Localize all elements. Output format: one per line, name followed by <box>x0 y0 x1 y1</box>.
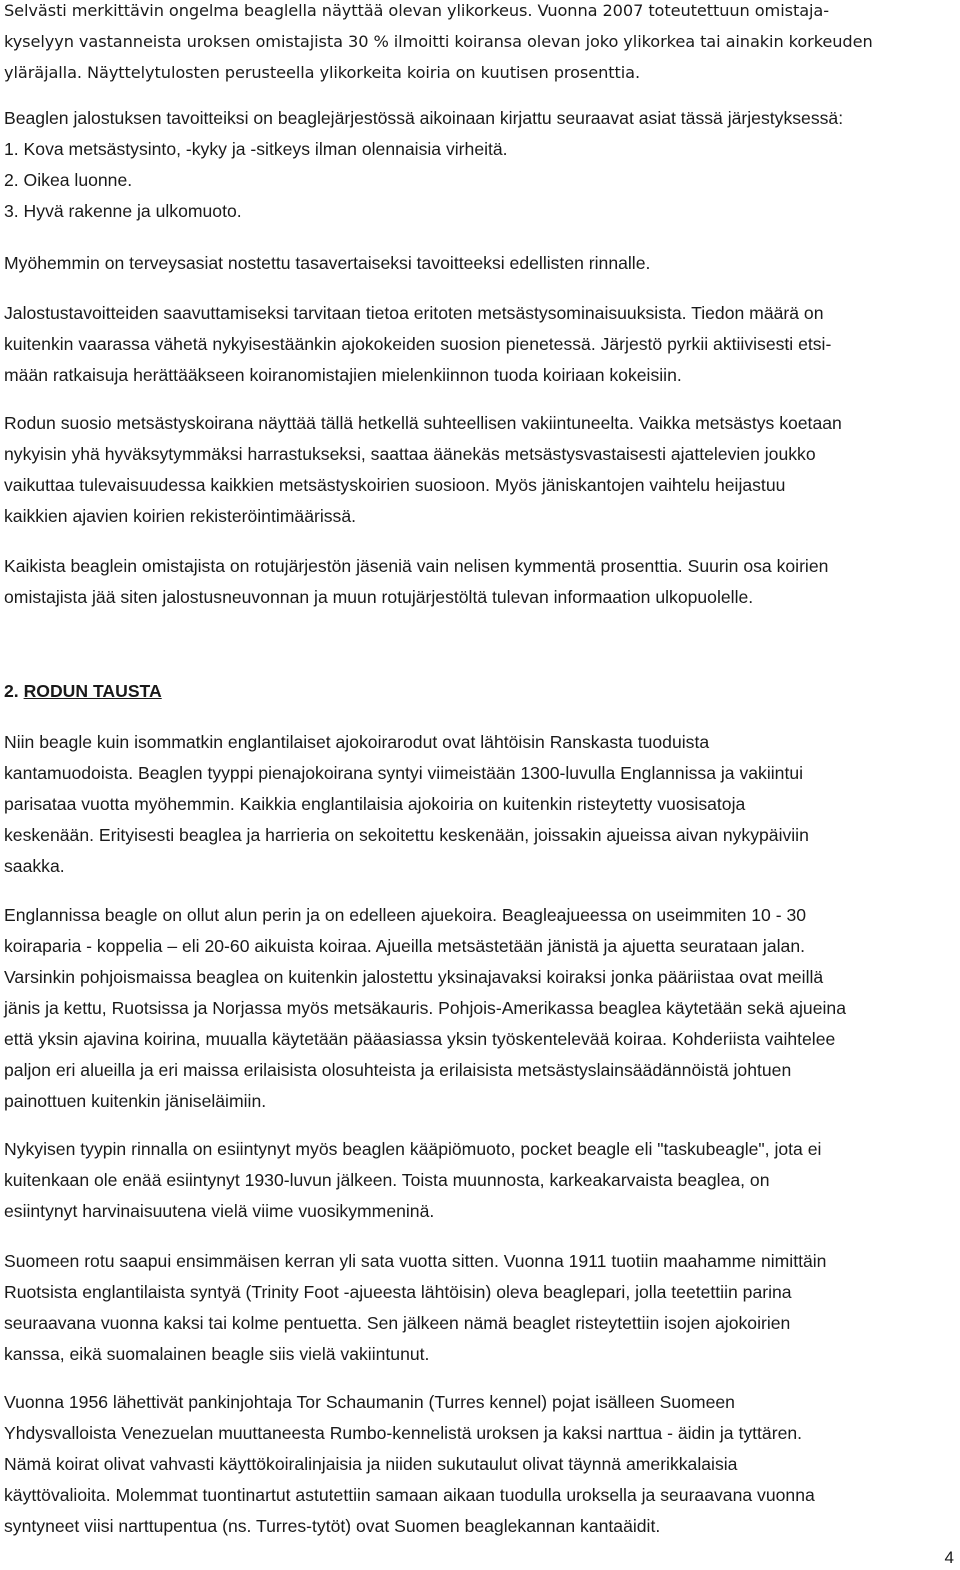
info-paragraph <box>4 298 956 391</box>
text-line: Kaikista beaglein omistajista on rotujärjestön jäseniä vain nelisen kymmentä prosenttia. Suurin osa koirien <box>4 556 829 576</box>
text-line: Vuonna 1956 lähettivät pankinjohtaja Tor Schaumanin (Turres kennel) pojat isälleen Suomeen <box>4 1392 735 1412</box>
text-line: kaikkien ajavien koirien rekisteröintimäärissä. <box>4 506 357 526</box>
text-line: Suomeen rotu saapui ensimmäisen kerran yli sata vuotta sitten. Vuonna 1911 tuotiin maahamme nimittäin <box>4 1251 827 1271</box>
goals-intro: Beaglen jalostuksen tavoitteiksi on beaglejärjestössä aikoinaan kirjattu seuraavat asiat tässä järjestyksessä: <box>4 108 844 128</box>
text-line: parisataa vuotta myöhemmin. Kaikkia englantilaisia ajokoiria on kuitenkin risteytetty vuosisatoja <box>4 794 746 814</box>
text-line: Nykyisen tyypin rinnalla on esiintynyt myös beaglen kääpiömuoto, pocket beagle eli "taskubeagle", jota ei <box>4 1139 822 1159</box>
popularity-paragraph <box>4 408 956 532</box>
text-line: Ruotsista englantilaista syntyä (Trinity Foot -ajueesta lähtöisin) oleva beaglepari, jolla teetettiin parina <box>4 1282 792 1302</box>
text-line: paljon eri alueilla ja eri maissa erilaisista olosuhteista ja erilaisista metsästyslainsäädännöistä johtuen <box>4 1060 792 1080</box>
section-number: 2. <box>4 681 19 701</box>
text-line: Englannissa beagle on ollut alun perin ja on edelleen ajuekoira. Beagleajueessa on useimmiten 10 - 30 <box>4 905 807 925</box>
text-line: seuraavana vuonna kaksi tai kolme pentuetta. Sen jälkeen nämä beaglet risteytettiin isojen ajokoirien <box>4 1313 791 1333</box>
intro-paragraph <box>4 0 956 88</box>
health-paragraph <box>4 248 956 279</box>
text-line: Yhdysvalloista Venezuelan muuttaneesta Rumbo-kennelistä uroksen ja kaksi narttua - äidin ja tyttären. <box>4 1423 803 1443</box>
text-line: yläräjalla. Näyttelytulosten perusteella ylikorkeita koiria on kuutisen prosenttia. <box>4 63 641 82</box>
text-line: kantamuodoista. Beaglen tyyppi pienajokoirana syntyi viimeistään 1300-luvulla Englannissa ja vakiintui <box>4 763 804 783</box>
text-line: mään ratkaisuja herättääkseen koiranomistajien mielenkiinnon tuoda koiriaan kokeisiin. <box>4 365 682 385</box>
text-line: painottuen kuitenkin jäniseläimiin. <box>4 1091 267 1111</box>
members-paragraph <box>4 551 956 613</box>
text-line: saakka. <box>4 856 65 876</box>
text-line: Jalostustavoitteiden saavuttamiseksi tarvitaan tietoa eritoten metsästysominaisuuksista. Tiedon määrä on <box>4 303 824 323</box>
pocket-beagle-paragraph <box>4 1134 956 1227</box>
finland-paragraph <box>4 1246 956 1370</box>
text-line: Niin beagle kuin isommatkin englantilaiset ajokoirarodut ovat lähtöisin Ranskasta tuoduista <box>4 732 710 752</box>
text-line: että yksin ajavina koirina, muualla käytetään pääasiassa yksin työskentelevää koiraa. Kohderiista vaihtelee <box>4 1029 836 1049</box>
goal-item: 2. Oikea luonne. <box>4 170 133 190</box>
text-line: käyttövalioita. Molemmat tuontinartut astutettiin samaan aikaan tuodulla uroksella ja seuraavana vuonna <box>4 1485 815 1505</box>
text-line: kyselyyn vastanneista uroksen omistajista 30 % ilmoitti koiransa olevan joko ylikorkea tai ainakin korkeuden <box>4 32 873 51</box>
text-line: syntyneet viisi narttupentua (ns. Turres-tytöt) ovat Suomen beaglekannan kantaäidit. <box>4 1516 661 1536</box>
goal-item: 3. Hyvä rakenne ja ulkomuoto. <box>4 201 242 221</box>
text-line: jänis ja kettu, Ruotsissa ja Norjassa myös metsäkauris. Pohjois-Amerikassa beaglea käytetään sekä ajueina <box>4 998 846 1018</box>
text-line: keskenään. Erityisesti beaglea ja harrieria on sekoitettu keskenään, joissakin ajueissa aivan nykypäiviin <box>4 825 809 845</box>
text-line: omistajista jää siten jalostusneuvonnan ja muun rotujärjestöltä tulevan informaation ulkopuolelle. <box>4 587 754 607</box>
text-line: nykyisin yhä hyväksytymmäksi harrastukseksi, saattaa äänekäs metsästysvastaisesti ajattelevien joukko <box>4 444 816 464</box>
text-line: kuitenkin vaarassa vähetä nykyisestäänkin ajokokeiden suosion pienetessä. Järjestö pyrkii aktiivisesti etsi- <box>4 334 832 354</box>
origin-paragraph <box>4 727 956 882</box>
text-line: Rodun suosio metsästyskoirana näyttää tällä hetkellä suhteellisen vakiintuneelta. Vaikka metsästys koetaan <box>4 413 842 433</box>
text-line: vaikuttaa tulevaisuudessa kaikkien metsästyskoirien suosioon. Myös jäniskantojen vaihtelu heijastuu <box>4 475 786 495</box>
text-line: koiraparia - koppelia – eli 20-60 aikuista koiraa. Ajueilla metsästetään jänistä ja ajuetta seurataan jalan. <box>4 936 805 956</box>
page-number: 4 <box>944 1548 954 1567</box>
text-line: Varsinkin pohjoismaissa beaglea on kuitenkin jalostettu yksinajavaksi koiraksi jonka pääriistaa ovat meillä <box>4 967 824 987</box>
text-line: Selvästi merkittävin ongelma beaglella näyttää olevan ylikorkeus. Vuonna 2007 toteutettuun omistaja- <box>4 1 829 20</box>
breeding-goals <box>4 103 956 227</box>
section-title: RODUN TAUSTA <box>23 681 162 701</box>
goal-item: 1. Kova metsästysinto, -kyky ja -sitkeys ilman olennaisia virheitä. <box>4 139 508 159</box>
section-heading <box>4 676 956 707</box>
text-line: kuitenkaan ole enää esiintynyt 1930-luvun jälkeen. Toista muunnosta, karkeakarvaista beaglea, on <box>4 1170 770 1190</box>
import-1956-paragraph <box>4 1387 956 1542</box>
text-line: Nämä koirat olivat vahvasti käyttökoiralinjaisia ja niiden sukutaulut olivat täynnä amerikkalaisia <box>4 1454 738 1474</box>
england-paragraph <box>4 900 956 1117</box>
text-line: kanssa, eikä suomalainen beagle siis vielä vakiintunut. <box>4 1344 430 1364</box>
text-line: esiintynyt harvinaisuutena vielä viime vuosikymmeninä. <box>4 1201 435 1221</box>
text-line: Myöhemmin on terveysasiat nostettu tasavertaiseksi tavoitteeksi edellisten rinnalle. <box>4 253 651 273</box>
